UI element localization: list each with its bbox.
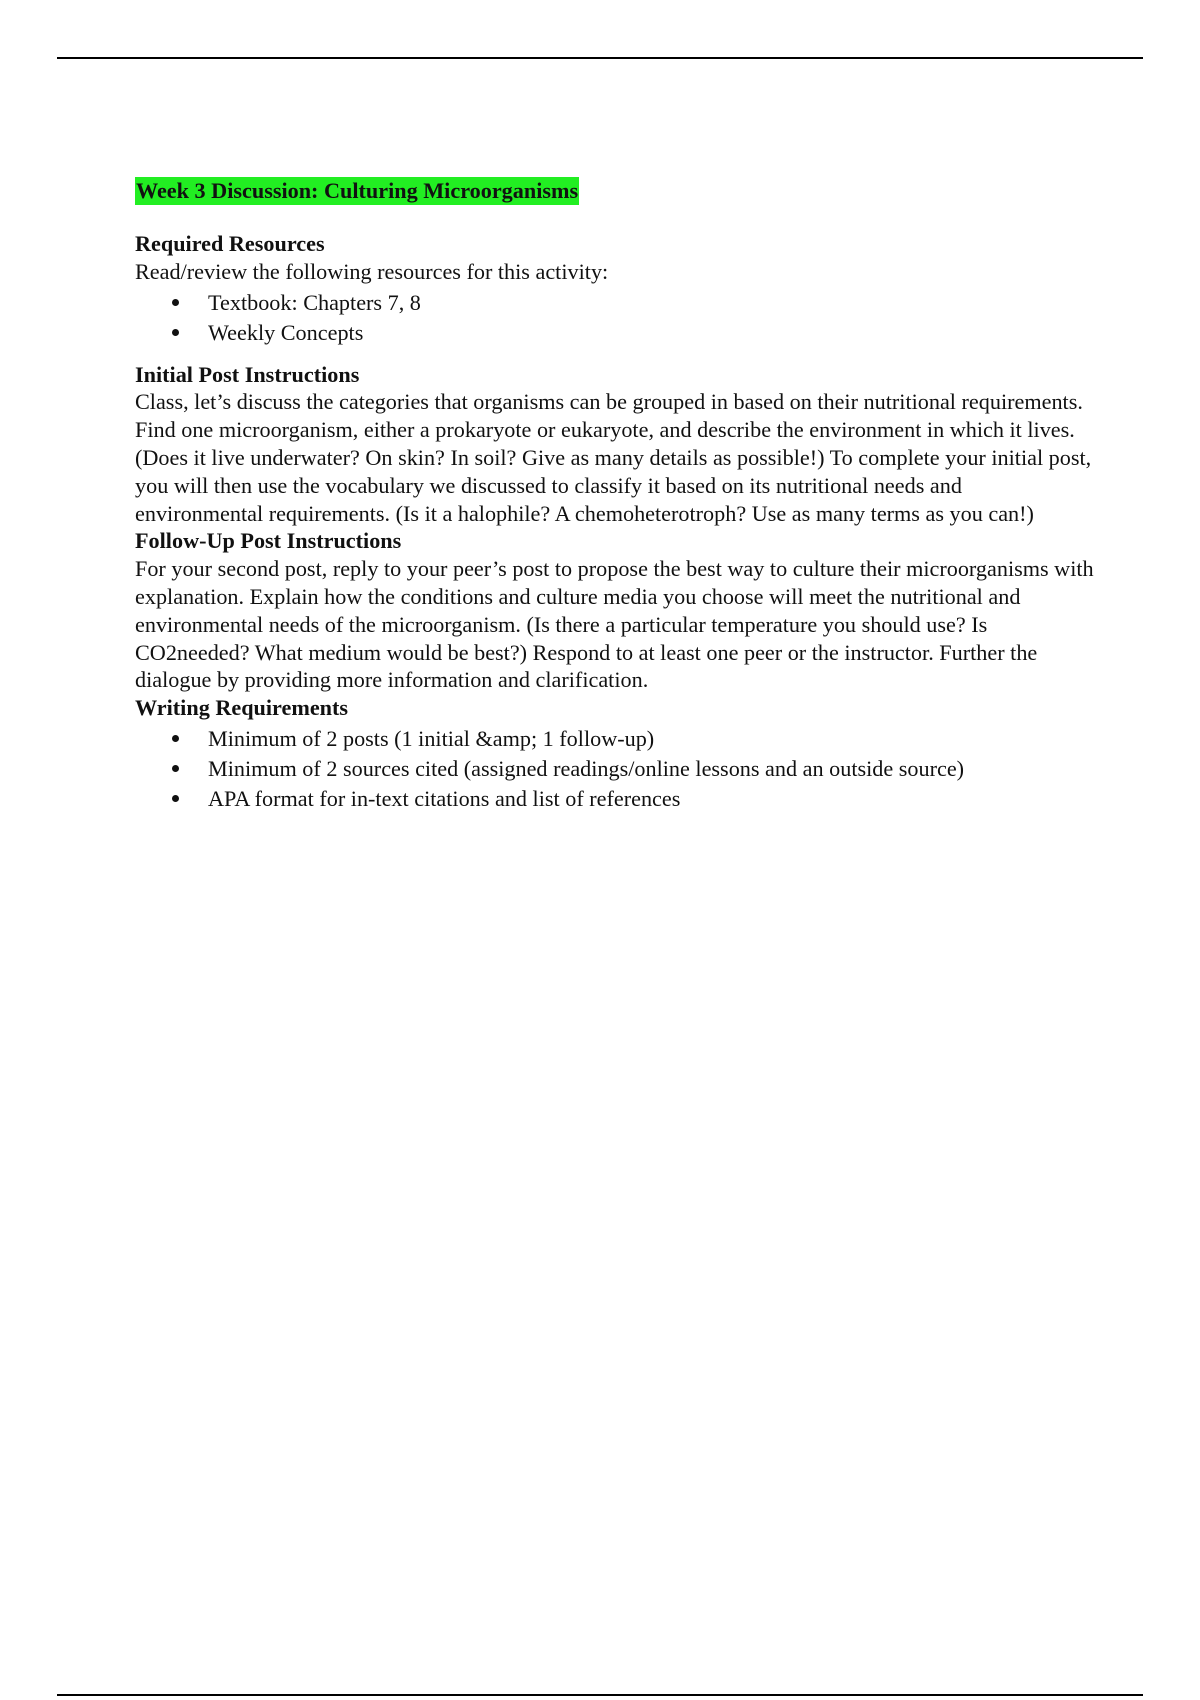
page-top-rule	[57, 57, 1143, 59]
document-body	[135, 177, 1095, 814]
required-resources-list	[135, 288, 1095, 348]
list-item	[135, 724, 1095, 754]
initial-post-body: Class, let’s discuss the categories that organisms can be grouped in based on their nutritional requirements. Find one microorganism, either a prokaryote or eukaryote, and describe the environment in which it lives. (Does it live underwater? On skin? In soil? Give as many details as possible!) To complete your initial post, you will then use the vocabulary we discussed to classify it based on its nutritional needs and environmental requirements. (Is it a halophile? A chemoheterotroph? Use as many terms as you can!)	[135, 389, 1092, 526]
list-item-text: Minimum of 2 sources cited (assigned readings/online lessons and an outside source)	[208, 755, 965, 781]
bullet-icon	[172, 795, 179, 802]
follow-up-post-section	[135, 527, 1095, 694]
initial-post-section	[135, 361, 1095, 528]
list-item	[135, 784, 1095, 814]
bullet-icon	[172, 329, 179, 336]
follow-up-post-body: For your second post, reply to your peer’s post to propose the best way to culture their microorganisms with explanation. Explain how the conditions and culture media you choose will meet the nutritional and environmental needs of the microorganism. (Is there a particular temperature you should use? Is CO2needed? What medium would be best?) Respond to at least one peer or the instructor. Further the dialogue by providing more information and clarification.	[135, 556, 1094, 693]
list-item-text: Weekly Concepts	[208, 319, 364, 345]
list-item-text: APA format for in-text citations and list of references	[208, 785, 681, 811]
writing-requirements-section	[135, 694, 1095, 814]
writing-requirements-list	[135, 724, 1095, 814]
list-item-text: Minimum of 2 posts (1 initial &amp; 1 follow-up)	[208, 725, 655, 751]
required-resources-heading: Required Resources	[135, 231, 325, 256]
list-item	[135, 288, 1095, 318]
bullet-icon	[172, 735, 179, 742]
required-resources-section	[135, 230, 1095, 348]
writing-requirements-heading: Writing Requirements	[135, 695, 349, 721]
bullet-icon	[172, 299, 179, 306]
list-item-text: Textbook: Chapters 7, 8	[208, 289, 421, 315]
list-item	[135, 318, 1095, 348]
bullet-icon	[172, 765, 179, 772]
required-resources-intro: Read/review the following resources for this activity:	[135, 258, 609, 284]
follow-up-post-heading: Follow-Up Post Instructions	[135, 528, 402, 554]
document-title: Week 3 Discussion: Culturing Microorganisms	[136, 178, 579, 203]
page-bottom-rule	[57, 1694, 1143, 1696]
list-item	[135, 754, 1095, 784]
title-block	[135, 177, 1095, 205]
initial-post-heading: Initial Post Instructions	[135, 361, 360, 387]
